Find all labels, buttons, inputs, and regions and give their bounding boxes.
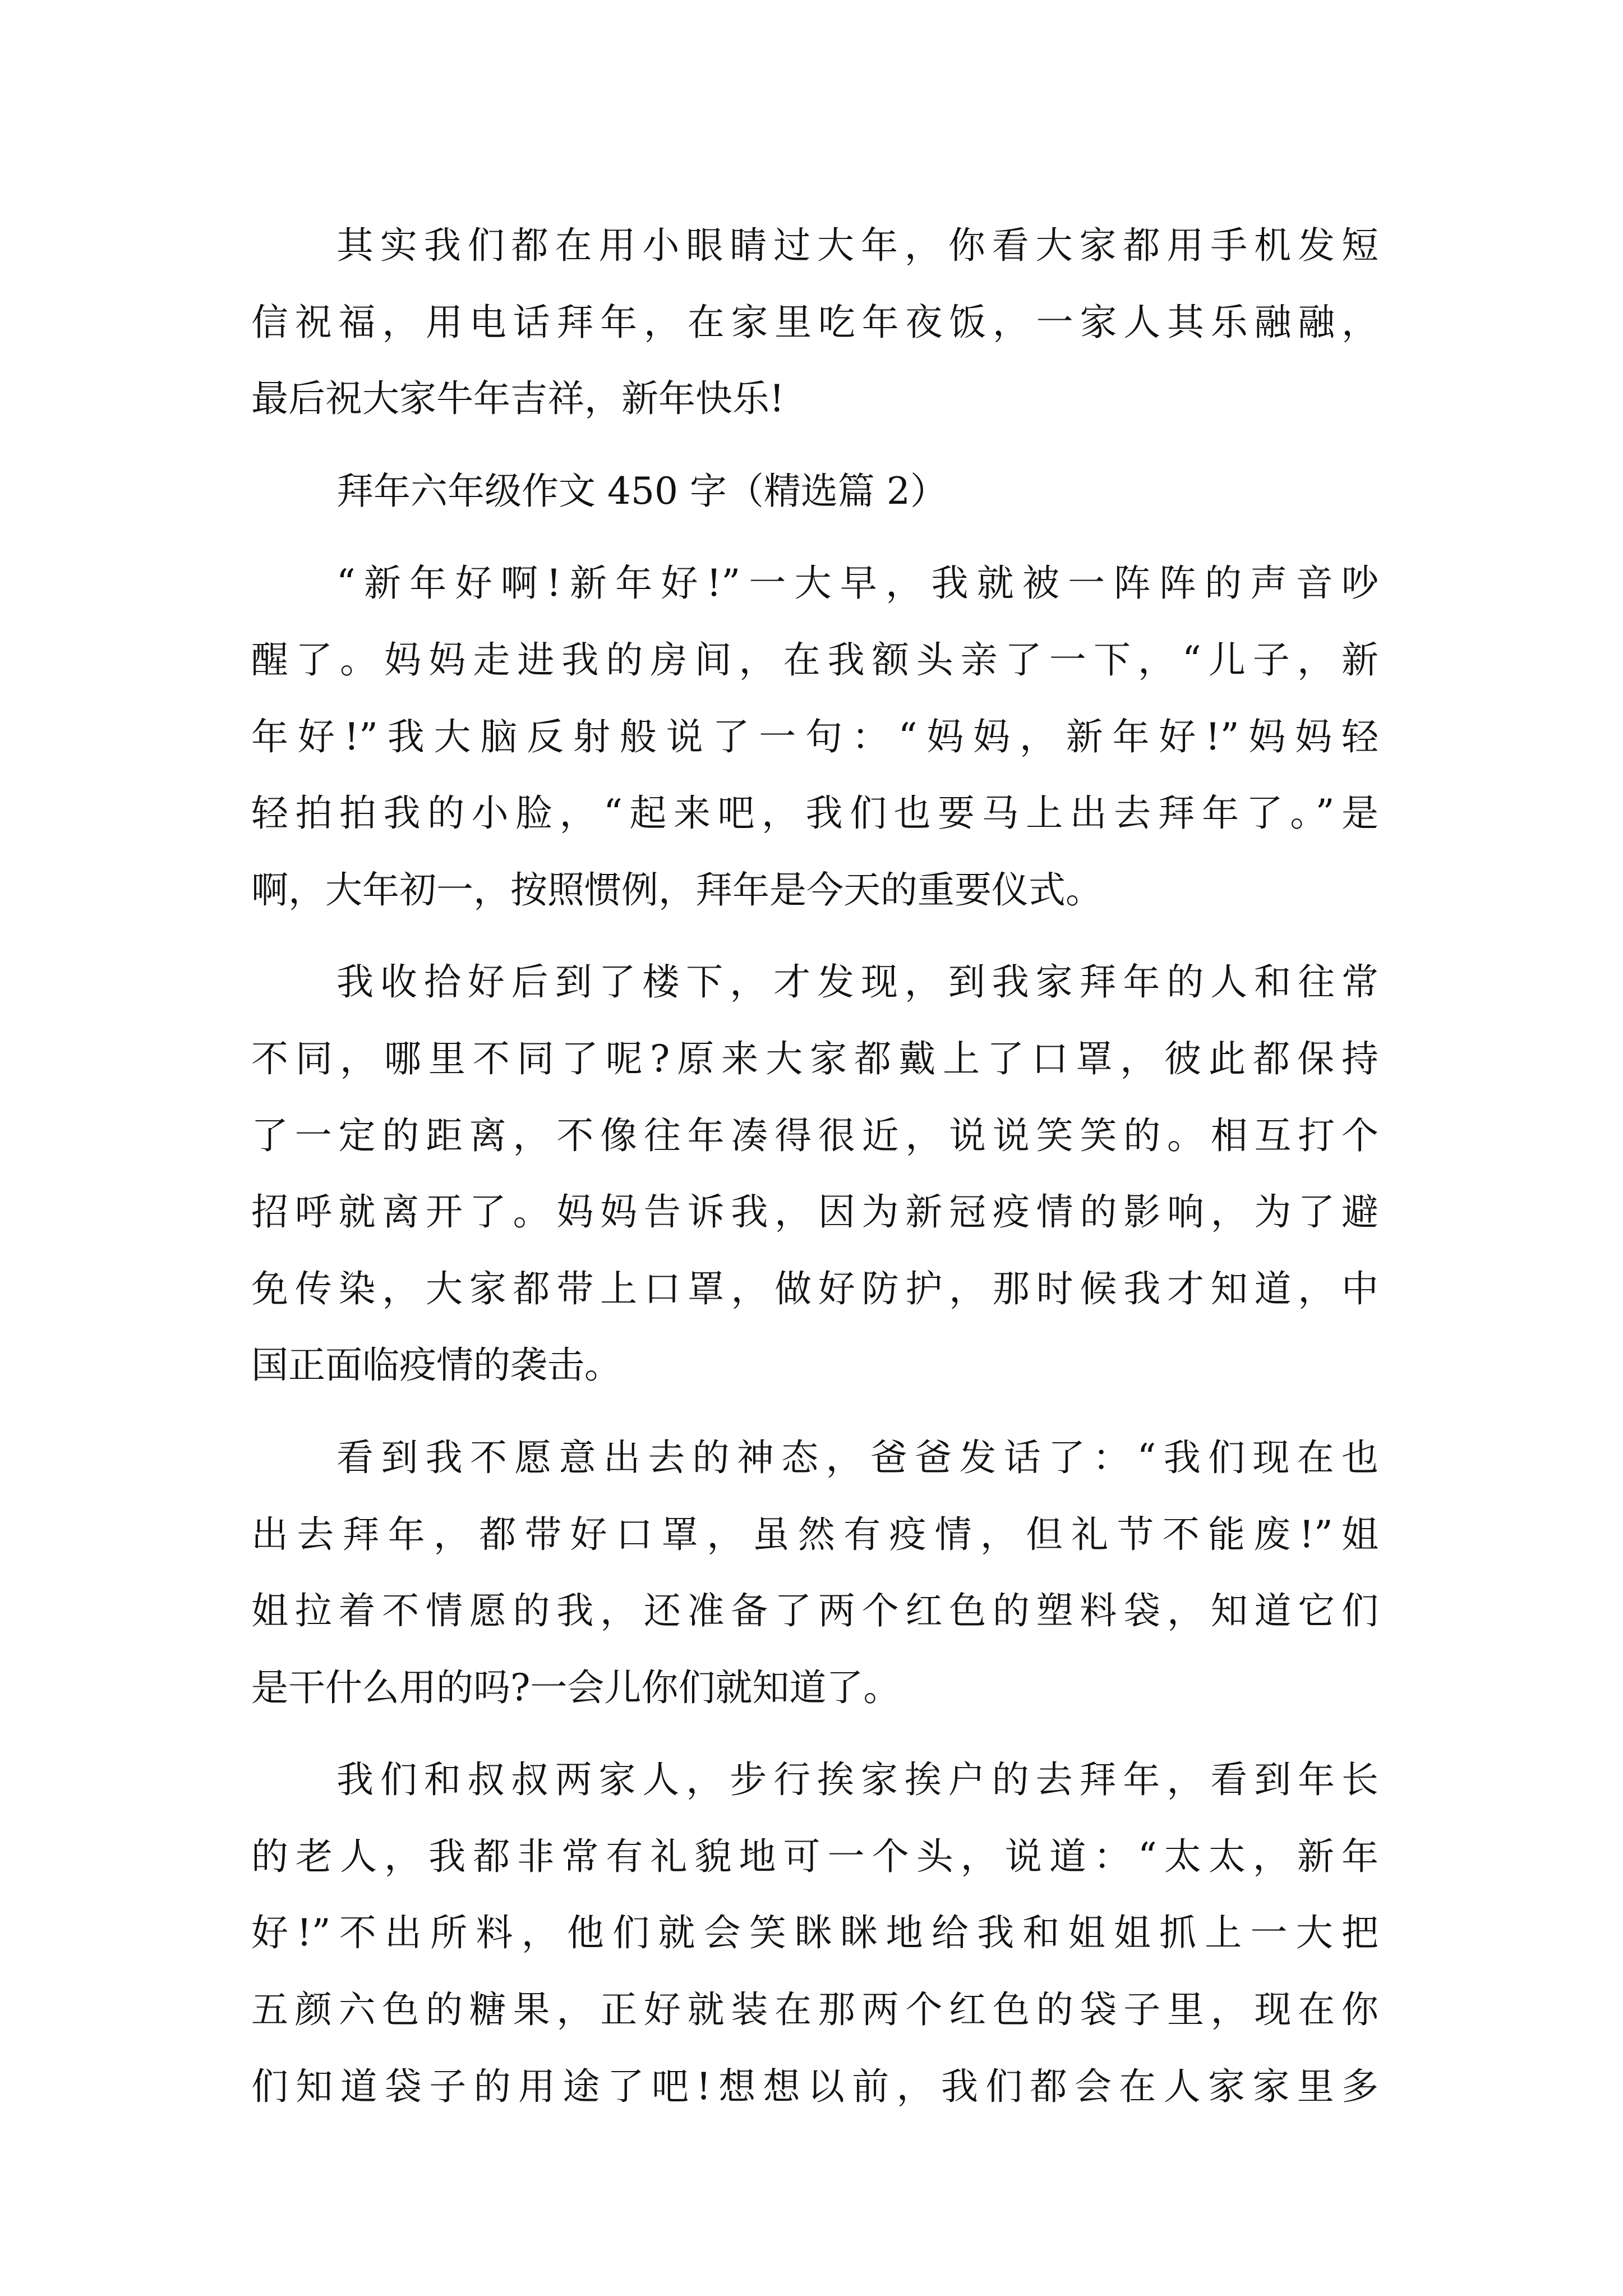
paragraph-line: 免传染，大家都带上口罩，做好防护，那时候我才知道，中 bbox=[251, 1267, 1378, 1310]
paragraph-gap bbox=[251, 1726, 1378, 1742]
body-paragraph bbox=[251, 545, 1378, 928]
paragraph-line: 了一定的距离，不像往年凑得很近，说说笑笑的。相互打个 bbox=[251, 1114, 1378, 1157]
paragraph-gap bbox=[251, 438, 1378, 453]
paragraph-line: 啊，大年初一，按照惯例，拜年是今天的重要仪式。 bbox=[251, 868, 1103, 912]
paragraph-line: 好!”不出所料，他们就会笑眯眯地给我和姐姐抓上一大把 bbox=[251, 1911, 1378, 1955]
paragraph-line: 看到我不愿意出去的神态，爸爸发话了：“我们现在也 bbox=[336, 1435, 1378, 1479]
paragraph-line: 醒了。妈妈走进我的房间，在我额头亲了一下，“儿子，新 bbox=[251, 638, 1378, 682]
body-paragraph bbox=[251, 208, 1378, 438]
paragraph-line: 国正面临疫情的袭击。 bbox=[251, 1343, 621, 1387]
paragraph-line: 的老人，我都非常有礼貌地可一个头，说道：“太太，新年 bbox=[251, 1834, 1378, 1878]
paragraph-line: 信祝福，用电话拜年，在家里吃年夜饭，一家人其乐融融， bbox=[251, 300, 1378, 344]
paragraph-line: 轻拍拍我的小脸，“起来吧，我们也要马上出去拜年了。”是 bbox=[251, 792, 1378, 835]
body-paragraph bbox=[251, 944, 1378, 1404]
paragraph-line: 们知道袋子的用途了吧!想想以前，我们都会在人家家里多 bbox=[251, 2064, 1378, 2108]
heading-text: 拜年六年级作文 450 字（精选篇 2） bbox=[336, 469, 947, 513]
paragraph-line: 其实我们都在用小眼睛过大年，你看大家都用手机发短 bbox=[336, 224, 1378, 267]
body-paragraph bbox=[251, 1420, 1378, 1726]
paragraph-line: “新年好啊!新年好!”一大早，我就被一阵阵的声音吵 bbox=[336, 562, 1378, 605]
paragraph-gap bbox=[251, 530, 1378, 545]
paragraph-line: 我收拾好后到了楼下，才发现，到我家拜年的人和往常 bbox=[336, 960, 1378, 1004]
paragraph-line: 姐拉着不情愿的我，还准备了两个红色的塑料袋，知道它们 bbox=[251, 1589, 1378, 1633]
paragraph-line: 五颜六色的糖果，正好就装在那两个红色的袋子里，现在你 bbox=[251, 1988, 1378, 2032]
paragraph-line: 不同，哪里不同了呢?原来大家都戴上了口罩，彼此都保持 bbox=[251, 1037, 1378, 1080]
paragraph-gap bbox=[251, 928, 1378, 944]
body-paragraph bbox=[251, 1742, 1378, 2125]
document-body bbox=[251, 208, 1378, 2125]
paragraph-gap bbox=[251, 1404, 1378, 1420]
paragraph-line: 是干什么用的吗?一会儿你们就知道了。 bbox=[251, 1665, 901, 1709]
section-heading bbox=[251, 453, 1378, 530]
paragraph-line: 最后祝大家牛年吉祥，新年快乐! bbox=[251, 377, 785, 421]
paragraph-line: 招呼就离开了。妈妈告诉我，因为新冠疫情的影响，为了避 bbox=[251, 1190, 1378, 1234]
paragraph-line: 年好!”我大脑反射般说了一句：“妈妈，新年好!”妈妈轻 bbox=[251, 715, 1378, 758]
paragraph-line: 出去拜年，都带好口罩，虽然有疫情，但礼节不能废!”姐 bbox=[251, 1512, 1378, 1556]
paragraph-line: 我们和叔叔两家人，步行挨家挨户的去拜年，看到年长 bbox=[336, 1758, 1378, 1802]
